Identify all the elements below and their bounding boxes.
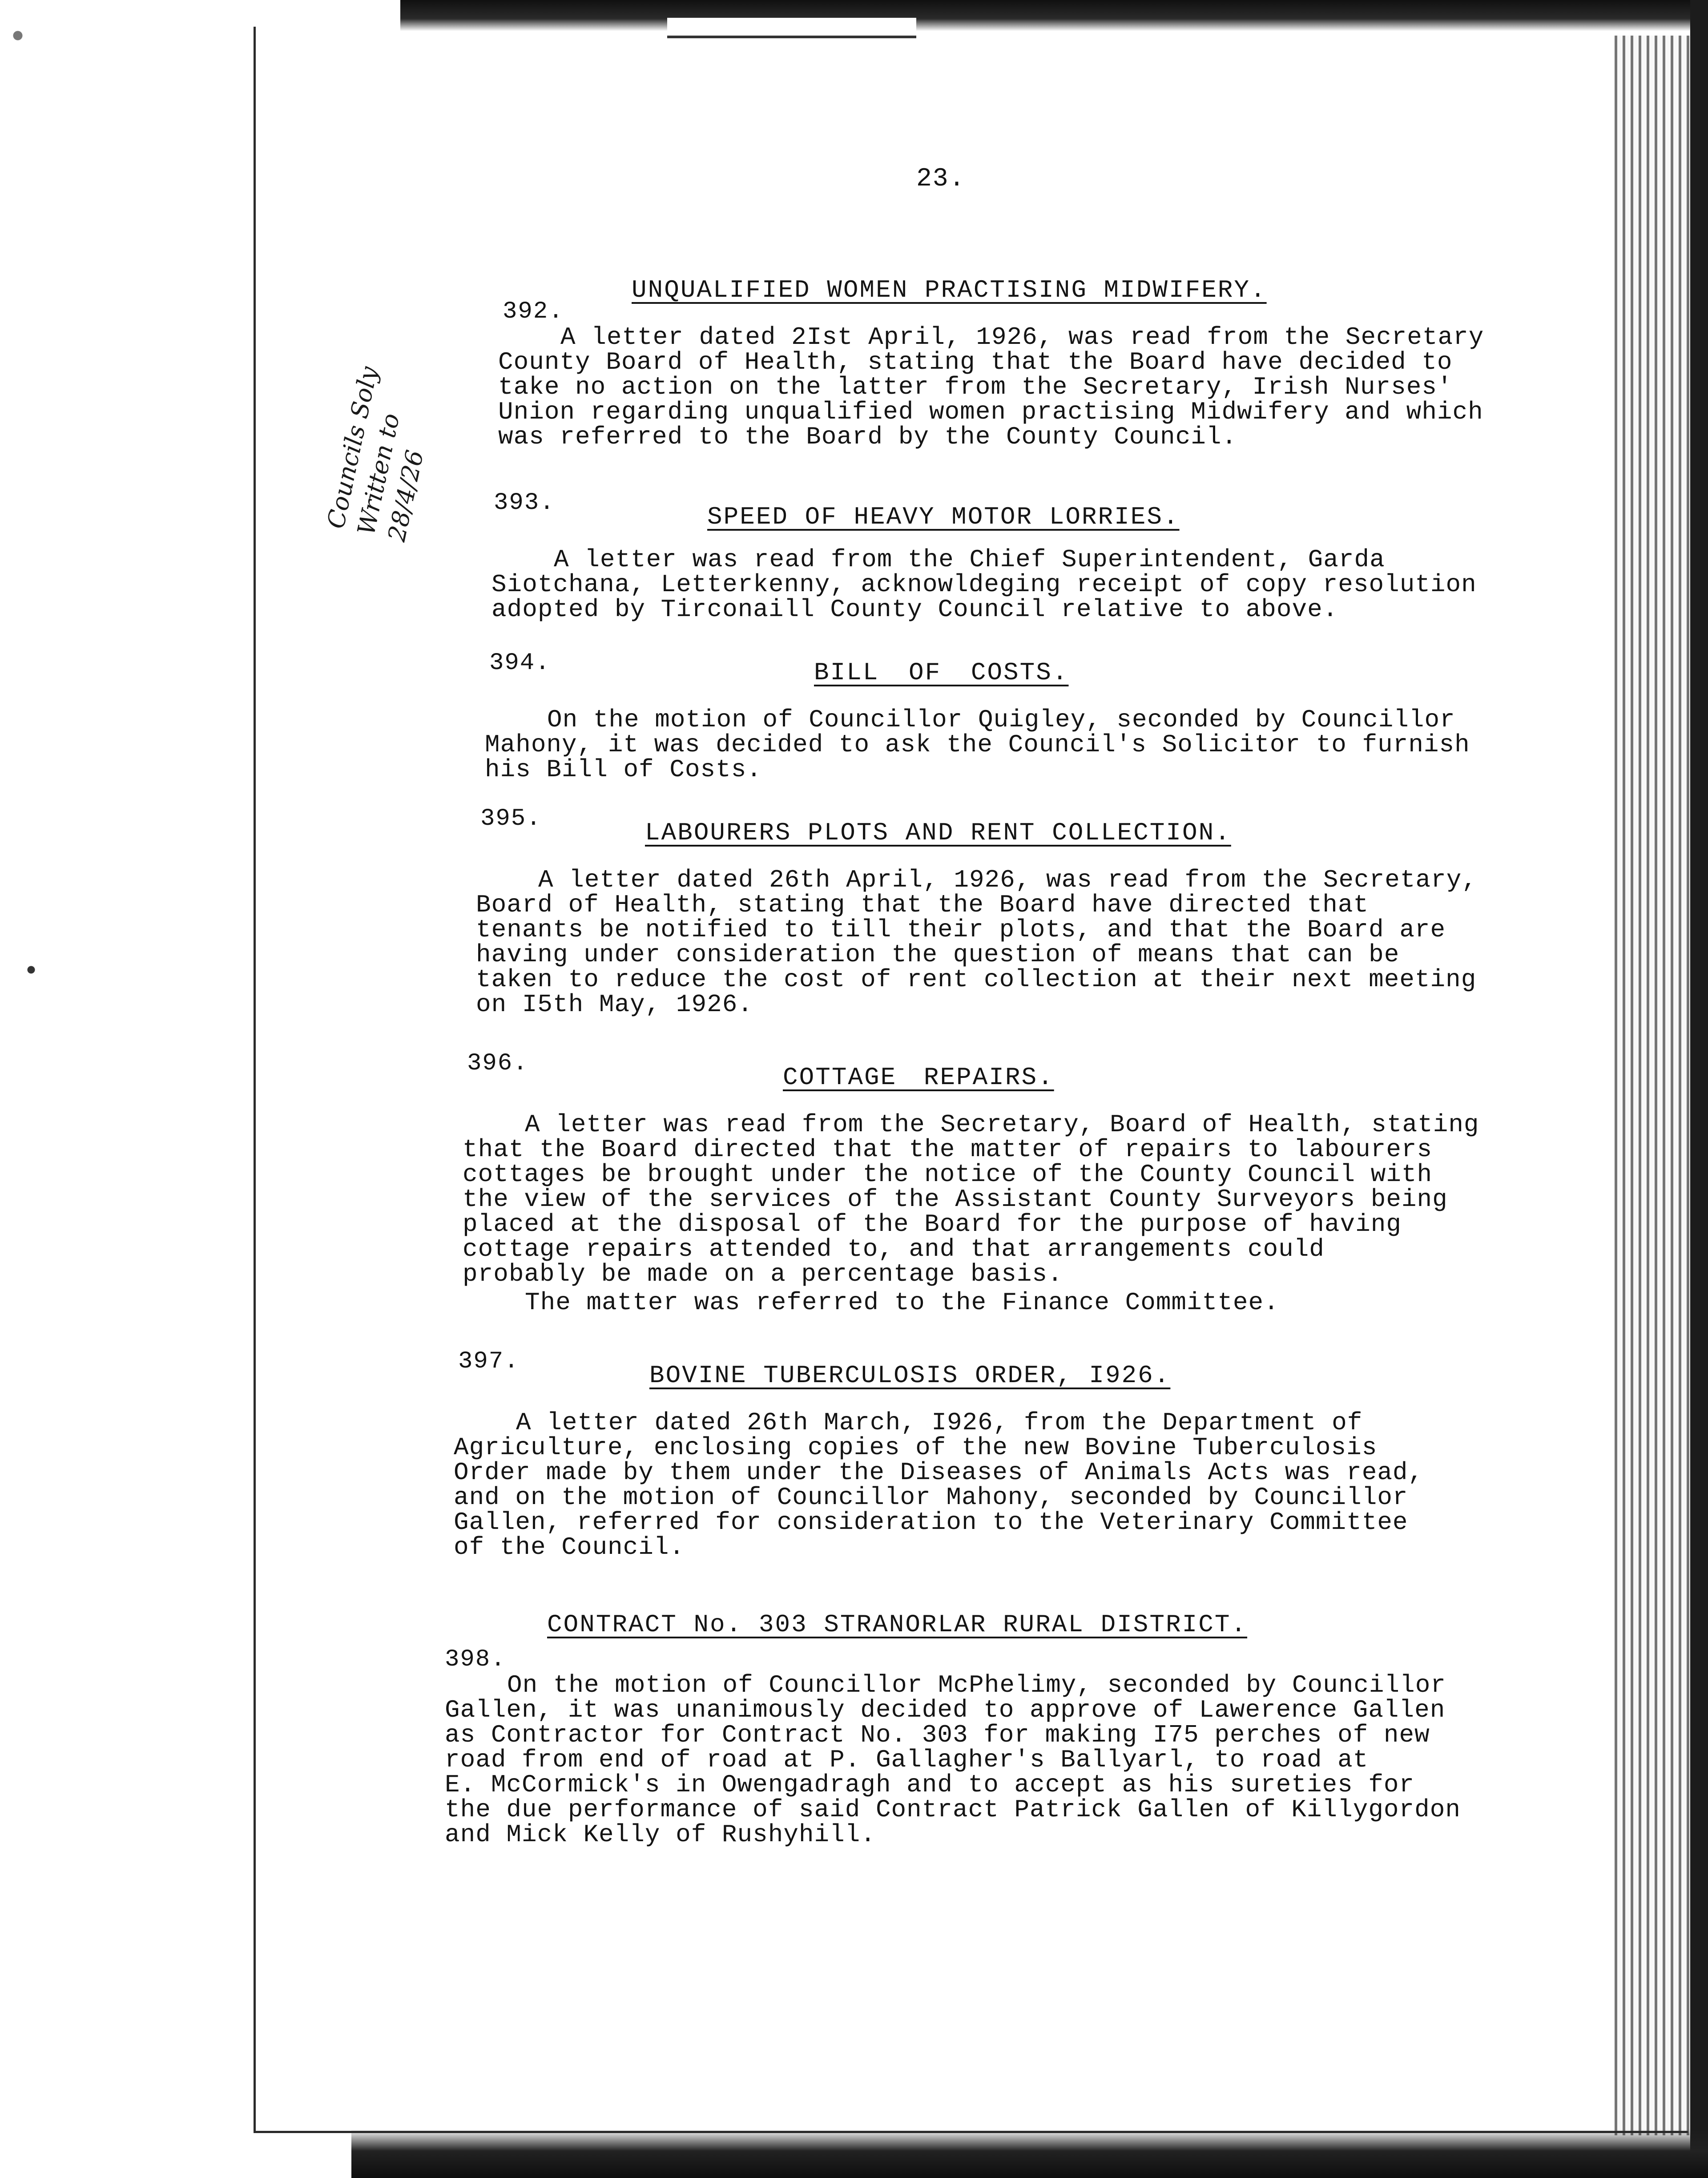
item-heading: CONTRACT No. 303 STRANORLAR RURAL DISTRICT. bbox=[547, 1610, 1248, 1639]
item-paragraph: A letter was read from the Secretary, Board of Health, stating that the Board directed that the matter of repairs to labourers cottages be brought under the notice of the County Council with the view of the services of the Assistant County Surveyors being placed at the disposal of the Board for the purpose of having cottage repairs attended to, and that arrangements could probably be made on a percentage basis. bbox=[463, 1110, 1479, 1288]
item-heading: SPEED OF HEAVY MOTOR LORRIES. bbox=[707, 503, 1180, 531]
item-heading: UNQUALIFIED WOMEN PRACTISING MIDWIFERY. bbox=[632, 276, 1267, 304]
item-paragraph: On the motion of Councillor McPhelimy, seconded by Councillor Gallen, it was unanimously decided to approve of Lawerence Gallen as Contractor for Contract No. 303 for making I75 perches of new road from end of road at P. Gallagher's Ballyarl, to road at E. McCormick's in Owengadragh and to accept as his sureties for the due performance of said Contract Patrick Gallen of Killygordon and Mick Kelly of Rushyhill. bbox=[445, 1671, 1461, 1849]
item-paragraph: A letter dated 2Ist April, 1926, was read from the Secretary County Board of Health, stating that the Board have decided to take no action on the latter from the Secretary, Irish Nurses' Union regarding unqualified women practising Midwifery and which was referred to the Board by the County Council. bbox=[498, 323, 1484, 451]
scan-bottom-shadow bbox=[351, 2129, 1708, 2178]
item-number: 395. bbox=[480, 805, 542, 832]
item-paragraph: A letter dated 26th April, 1926, was read from the Secretary, Board of Health, stating that the Board have directed that tenants be notified to till their plots, and that the Board are having under consideration the question of means that can be taken to reduce the cost of rent collection at their next meeting on I5th May, 1926. bbox=[476, 866, 1477, 1019]
item-number: 396. bbox=[467, 1050, 528, 1077]
page-number: 23. bbox=[916, 165, 966, 194]
item-heading: LABOURERS PLOTS AND RENT COLLECTION. bbox=[645, 819, 1231, 847]
item-number: 392. bbox=[503, 298, 564, 325]
item-paragraph: The matter was referred to the Finance Committee. bbox=[525, 1288, 1279, 1317]
item-heading: BOVINE TUBERCULOSIS ORDER, I926. bbox=[649, 1361, 1171, 1390]
item-number: 397. bbox=[458, 1348, 520, 1375]
item-number: 398. bbox=[445, 1646, 506, 1673]
handwritten-margin-note: Councils Soly Written to 28/4/26 bbox=[321, 364, 429, 544]
scan-left-noise bbox=[0, 0, 53, 2178]
item-paragraph: A letter dated 26th March, I926, from the Department of Agriculture, enclosing copies of the new Bovine Tuberculosis Order made by them under the Diseases of Animals Acts was read, and on the motion of Councillor Mahony, seconded by Councillor Gallen, referred for consideration to the Veterinary Committee of the Council. bbox=[454, 1408, 1424, 1561]
item-number: 393. bbox=[494, 489, 555, 516]
item-paragraph: A letter was read from the Chief Superintendent, Garda Siotchana, Letterkenny, acknowldeging receipt of copy resolution adopted by Tirconaill County Council relative to above. bbox=[491, 545, 1477, 624]
item-paragraph: On the motion of Councillor Quigley, seconded by Councillor Mahony, it was decided to ask the Council's Solicitor to furnish his Bill of Costs. bbox=[485, 706, 1470, 784]
item-heading: BILL OF COSTS. bbox=[814, 658, 1069, 687]
item-heading: COTTAGE REPAIRS. bbox=[783, 1063, 1054, 1092]
item-number: 394. bbox=[489, 649, 551, 677]
scan-right-edge bbox=[1690, 0, 1708, 2178]
